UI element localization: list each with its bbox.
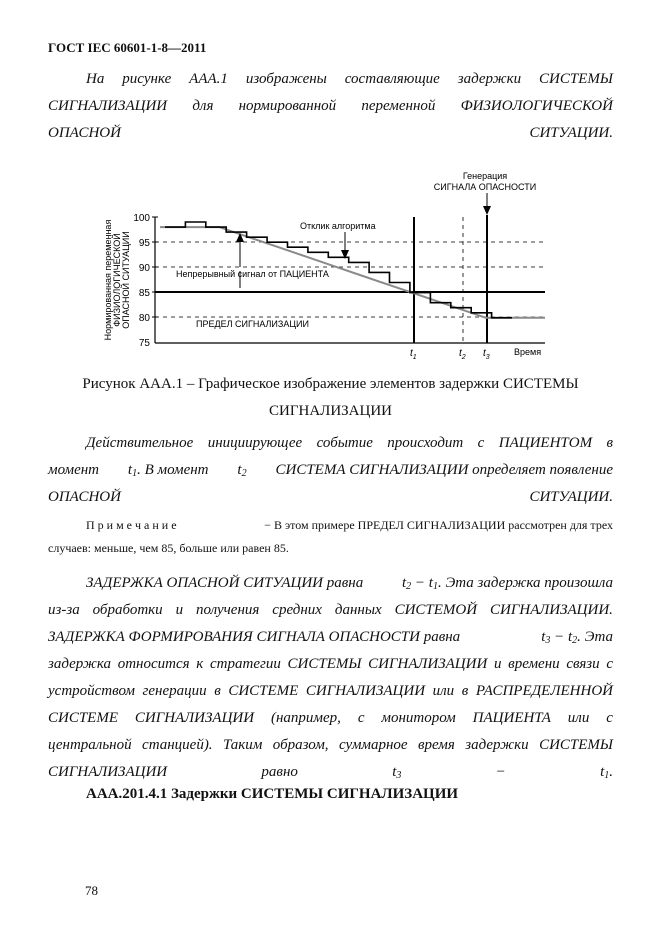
- word: получения: [196, 602, 260, 618]
- p3-line-5: устройством генерации в СИСТЕМЕ СИГНАЛИЗАЦИИ или в РАСПРЕДЕЛЕННОЙ: [48, 683, 613, 699]
- word: СИГНАЛИЗАЦИИ: [134, 710, 255, 726]
- word: ПАЦИЕНТА: [472, 710, 551, 726]
- phrase: СИСТЕМА СИГНАЛИЗАЦИИ определяет появление: [275, 462, 613, 478]
- y-tick-label: 85: [138, 288, 150, 299]
- generation-label-2: СИГНАЛА ОПАСНОСТИ: [433, 182, 537, 192]
- document-header: ГОСТ IEC 60601-1-8—2011: [48, 40, 207, 55]
- t1-symbol: $t_1$. В момент: [127, 462, 209, 479]
- word: ФИЗИОЛОГИЧЕСКОЙ: [460, 98, 613, 114]
- phrase: ЗАДЕРЖКА ОПАСНОЙ СИТУАЦИИ равна: [86, 575, 364, 591]
- word: задержки: [457, 71, 522, 87]
- t2-symbol: $t_2$: [237, 462, 247, 479]
- y-tick-label: 100: [133, 213, 150, 224]
- word: составляющие: [344, 71, 440, 87]
- generation-arrow-head: [483, 206, 491, 215]
- t3-label: $t_3$: [483, 348, 490, 360]
- p2-line-2: [48, 457, 613, 487]
- intro-line-2: [48, 93, 613, 120]
- t3-minus-t2: $t_3 - t_2$. Эта: [541, 629, 613, 646]
- p3-line-4: задержка относится к стратегии СИСТЕМЫ СИГНАЛИЗАЦИИ и времени связи с: [48, 656, 613, 672]
- word: СИГНАЛИЗАЦИИ.: [490, 602, 613, 618]
- word: данных: [334, 602, 382, 618]
- y-axis-label-1: Нормированная переменная: [103, 219, 113, 341]
- alarm-delay-figure: [95, 160, 555, 360]
- t2-label: $t_2$: [459, 348, 466, 360]
- phrase: ЗАДЕРЖКА ФОРМИРОВАНИЯ СИГНАЛА ОПАСНОСТИ равна: [48, 629, 461, 645]
- note-line-2: случаев: меньше, чем 85, больше или равен 85.: [48, 541, 289, 555]
- word: происходит: [387, 435, 464, 451]
- generation-label-1: Генерация: [462, 171, 508, 181]
- p3-line-7: центральной станцией). Таким образом, суммарное время задержки СИСТЕМЫ: [48, 737, 613, 753]
- word: монитором: [381, 710, 456, 726]
- y-tick-label: 75: [138, 338, 150, 349]
- word: Действительное: [86, 435, 194, 451]
- word: или: [567, 710, 590, 726]
- word: СИСТЕМЫ: [539, 71, 613, 87]
- y-axis-label-3: ОПАСНОЙ СИТУАЦИИ: [121, 231, 131, 329]
- p3-line-8: СИГНАЛИЗАЦИИ равно $t_3 - t_1$.: [48, 764, 613, 781]
- intro-line-1: [48, 66, 613, 93]
- p3-line-3: [48, 624, 613, 654]
- note-line-1: [86, 518, 613, 533]
- word: рисунке: [122, 71, 172, 87]
- figure-caption-line-1: Рисунок ААА.1 – Графическое изображение элементов задержки СИСТЕМЫ: [82, 376, 579, 392]
- p3-line-6: [48, 705, 613, 732]
- word: ПАЦИЕНТОМ: [498, 435, 593, 451]
- y-axis-label-2: ФИЗИОЛОГИЧЕСКОЙ: [112, 233, 122, 327]
- p2-line-3: ОПАСНОЙ СИТУАЦИИ.: [48, 489, 613, 505]
- word: и: [175, 602, 184, 618]
- algo-response-label: Отклик алгоритма: [300, 221, 376, 231]
- word: с: [357, 710, 365, 726]
- p3-line-2: [48, 597, 613, 624]
- word: обработки: [92, 602, 163, 618]
- word: событие: [316, 435, 373, 451]
- t2-minus-t1: $t_2 - t_1$. Эта задержка произошла: [401, 575, 613, 592]
- word: (например,: [270, 710, 341, 726]
- word: ААА.1: [189, 71, 228, 87]
- word: с: [606, 710, 613, 726]
- word: инициирующее: [207, 435, 303, 451]
- word: изображены: [245, 71, 327, 87]
- y-tick-label: 80: [138, 313, 150, 324]
- intro-line-3: ОПАСНОЙ СИТУАЦИИ.: [48, 125, 613, 141]
- word: в: [606, 435, 613, 451]
- word: переменной: [361, 98, 436, 114]
- y-tick-label: 90: [138, 263, 150, 274]
- figure-caption-line-2: СИГНАЛИЗАЦИИ: [268, 403, 393, 419]
- page-number: 78: [85, 883, 98, 898]
- patient-signal-label: Непрерывный сигнал от ПАЦИЕНТА: [176, 269, 329, 279]
- alarm-limit-label: ПРЕДЕЛ СИГНАЛИЗАЦИИ: [196, 319, 309, 329]
- word: СИСТЕМЕ: [48, 710, 119, 726]
- word: средних: [272, 602, 322, 618]
- t1-label: $t_1$: [410, 348, 417, 360]
- word: для: [192, 98, 214, 114]
- section-heading: ААА.201.4.1 Задержки СИСТЕМЫ СИГНАЛИЗАЦИИ: [86, 786, 459, 802]
- p3-line-1: [48, 570, 613, 600]
- note-text: − В этом примере ПРЕДЕЛ СИГНАЛИЗАЦИИ рассмотрен для трех: [264, 518, 613, 532]
- word: с: [477, 435, 485, 451]
- y-tick-label: 95: [138, 238, 150, 249]
- note-label: П р и м е ч а н и е: [86, 518, 177, 532]
- word: из-за: [48, 602, 80, 618]
- word: СИГНАЛИЗАЦИИ: [48, 98, 168, 114]
- p2-line-1: [48, 430, 613, 457]
- x-axis-label: Время: [514, 347, 542, 357]
- word: момент: [48, 462, 100, 478]
- word: нормированной: [238, 98, 337, 114]
- word: На: [86, 71, 105, 87]
- word: СИСТЕМОЙ: [394, 602, 478, 618]
